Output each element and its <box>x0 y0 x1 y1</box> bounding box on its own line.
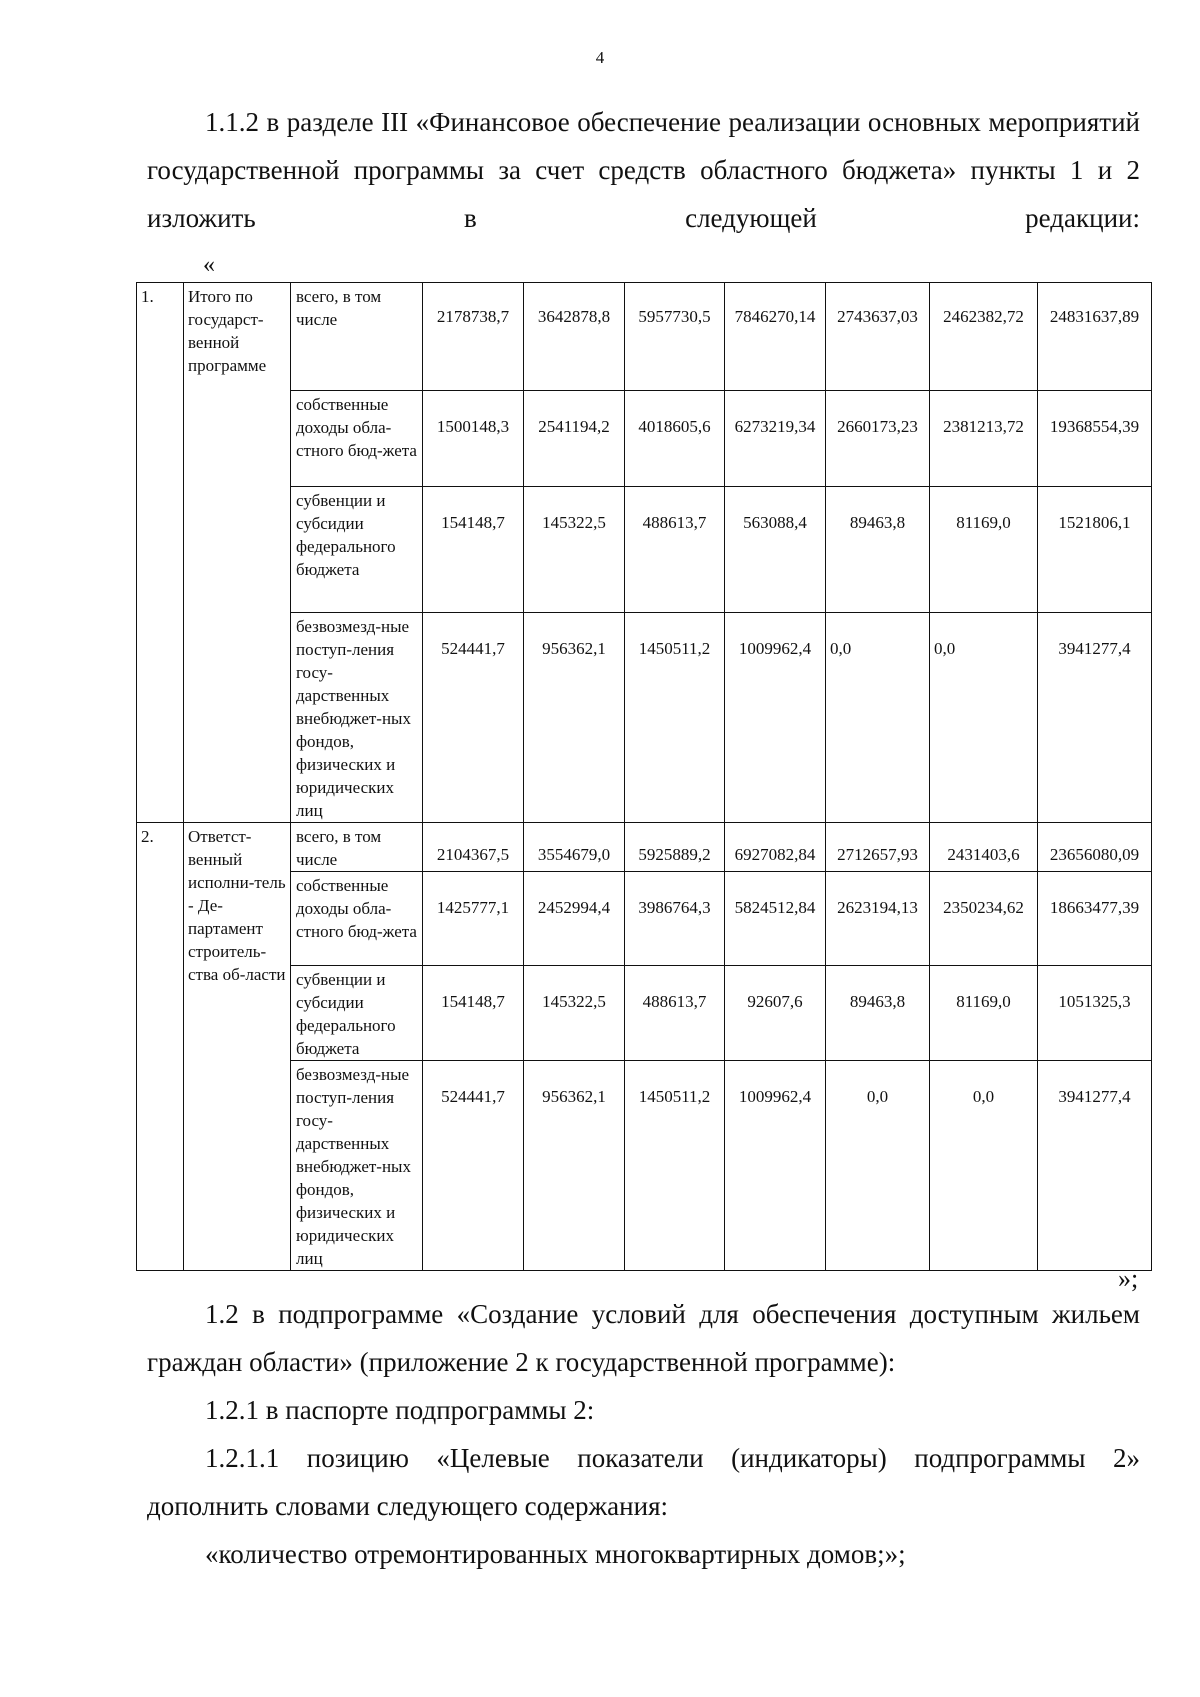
line-description: субвенции и субсидии федерального бюджета <box>291 966 423 1061</box>
line-description: субвенции и субсидии федерального бюджета <box>291 487 423 613</box>
value-cell: 2660173,23 <box>826 391 930 487</box>
value-cell: 2462382,72 <box>930 283 1038 391</box>
line-description: собственные доходы обла-стного бюд-жета <box>291 391 423 487</box>
table-row <box>137 283 1152 391</box>
value-cell: 23656080,09 <box>1038 823 1152 872</box>
value-cell: 2452994,4 <box>524 872 625 966</box>
value-cell: 2178738,7 <box>423 283 524 391</box>
line-description: всего, в том числе <box>291 823 423 872</box>
value-cell: 488613,7 <box>625 487 725 613</box>
value-cell: 5957730,5 <box>625 283 725 391</box>
line-description: собственные доходы обла-стного бюд-жета <box>291 872 423 966</box>
table-open-quote: « <box>203 252 215 278</box>
row-number: 2. <box>137 823 184 1271</box>
value-cell: 1450511,2 <box>625 1061 725 1271</box>
value-cell: 3642878,8 <box>524 283 625 391</box>
value-cell: 1450511,2 <box>625 613 725 823</box>
value-cell: 0,0 <box>826 1061 930 1271</box>
value-cell: 2381213,72 <box>930 391 1038 487</box>
value-cell: 89463,8 <box>826 487 930 613</box>
line-description: безвозмезд-ные поступ-ления госу-дарственных внебюджет-ных фондов, физических и юридических лиц <box>291 1061 423 1271</box>
value-cell: 2541194,2 <box>524 391 625 487</box>
value-cell: 2431403,6 <box>930 823 1038 872</box>
value-cell: 3554679,0 <box>524 823 625 872</box>
value-cell: 24831637,89 <box>1038 283 1152 391</box>
page-number: 4 <box>595 48 605 67</box>
paragraph-quote-indicator: «количество отремонтированных многоквартирных домов;»; <box>205 1539 906 1569</box>
value-cell: 3986764,3 <box>625 872 725 966</box>
value-cell: 524441,7 <box>423 1061 524 1271</box>
value-cell: 1009962,4 <box>725 613 826 823</box>
value-cell: 2350234,62 <box>930 872 1038 966</box>
value-cell: 1009962,4 <box>725 1061 826 1271</box>
value-cell: 92607,6 <box>725 966 826 1061</box>
line-description: всего, в том числе <box>291 283 423 391</box>
value-cell: 1051325,3 <box>1038 966 1152 1061</box>
value-cell: 6927082,84 <box>725 823 826 872</box>
value-cell: 2104367,5 <box>423 823 524 872</box>
value-cell: 0,0 <box>930 1061 1038 1271</box>
intro-paragraph: 1.1.2 в разделе III «Финансовое обеспечение реализации основных мероприятий государственной программы за счет средств областного бюджета» пункты 1 и 2 изложить в следующей редакции: <box>147 107 1140 233</box>
paragraph-1-2-1: 1.2.1 в паспорте подпрограммы 2: <box>205 1395 595 1425</box>
value-cell: 956362,1 <box>524 1061 625 1271</box>
value-cell: 19368554,39 <box>1038 391 1152 487</box>
value-cell: 3941277,4 <box>1038 1061 1152 1271</box>
value-cell: 2743637,03 <box>826 283 930 391</box>
row-name: Ответст-венный исполни-тель - Де-партамент строитель-ства об-ласти <box>184 823 291 1271</box>
value-cell: 1425777,1 <box>423 872 524 966</box>
value-cell: 1500148,3 <box>423 391 524 487</box>
value-cell: 5824512,84 <box>725 872 826 966</box>
value-cell: 145322,5 <box>524 487 625 613</box>
value-cell: 81169,0 <box>930 487 1038 613</box>
value-cell: 81169,0 <box>930 966 1038 1061</box>
value-cell: 488613,7 <box>625 966 725 1061</box>
value-cell: 2623194,13 <box>826 872 930 966</box>
value-cell: 7846270,14 <box>725 283 826 391</box>
value-cell: 5925889,2 <box>625 823 725 872</box>
table-row <box>137 823 1152 872</box>
paragraph-1-2: 1.2 в подпрограмме «Создание условий для обеспечения доступным жильем граждан области» (приложение 2 к государственной программе): <box>147 1299 1140 1377</box>
table-close-quote: »; <box>1118 1264 1139 1293</box>
value-cell: 3941277,4 <box>1038 613 1152 823</box>
value-cell: 2712657,93 <box>826 823 930 872</box>
value-cell: 6273219,34 <box>725 391 826 487</box>
value-cell: 0,0 <box>826 613 930 823</box>
value-cell: 18663477,39 <box>1038 872 1152 966</box>
row-number: 1. <box>137 283 184 823</box>
value-cell: 4018605,6 <box>625 391 725 487</box>
value-cell: 145322,5 <box>524 966 625 1061</box>
value-cell: 154148,7 <box>423 966 524 1061</box>
value-cell: 563088,4 <box>725 487 826 613</box>
paragraph-1-2-1-1: 1.2.1.1 позицию «Целевые показатели (индикаторы) подпрограммы 2» дополнить словами следующего содержания: <box>147 1443 1140 1521</box>
value-cell: 89463,8 <box>826 966 930 1061</box>
value-cell: 154148,7 <box>423 487 524 613</box>
value-cell: 0,0 <box>930 613 1038 823</box>
financing-table <box>136 282 1152 1271</box>
row-name: Итого по государст-венной программе <box>184 283 291 823</box>
line-description: безвозмезд-ные поступ-ления госу-дарственных внебюджет-ных фондов, физических и юридических лиц <box>291 613 423 823</box>
value-cell: 1521806,1 <box>1038 487 1152 613</box>
value-cell: 956362,1 <box>524 613 625 823</box>
value-cell: 524441,7 <box>423 613 524 823</box>
